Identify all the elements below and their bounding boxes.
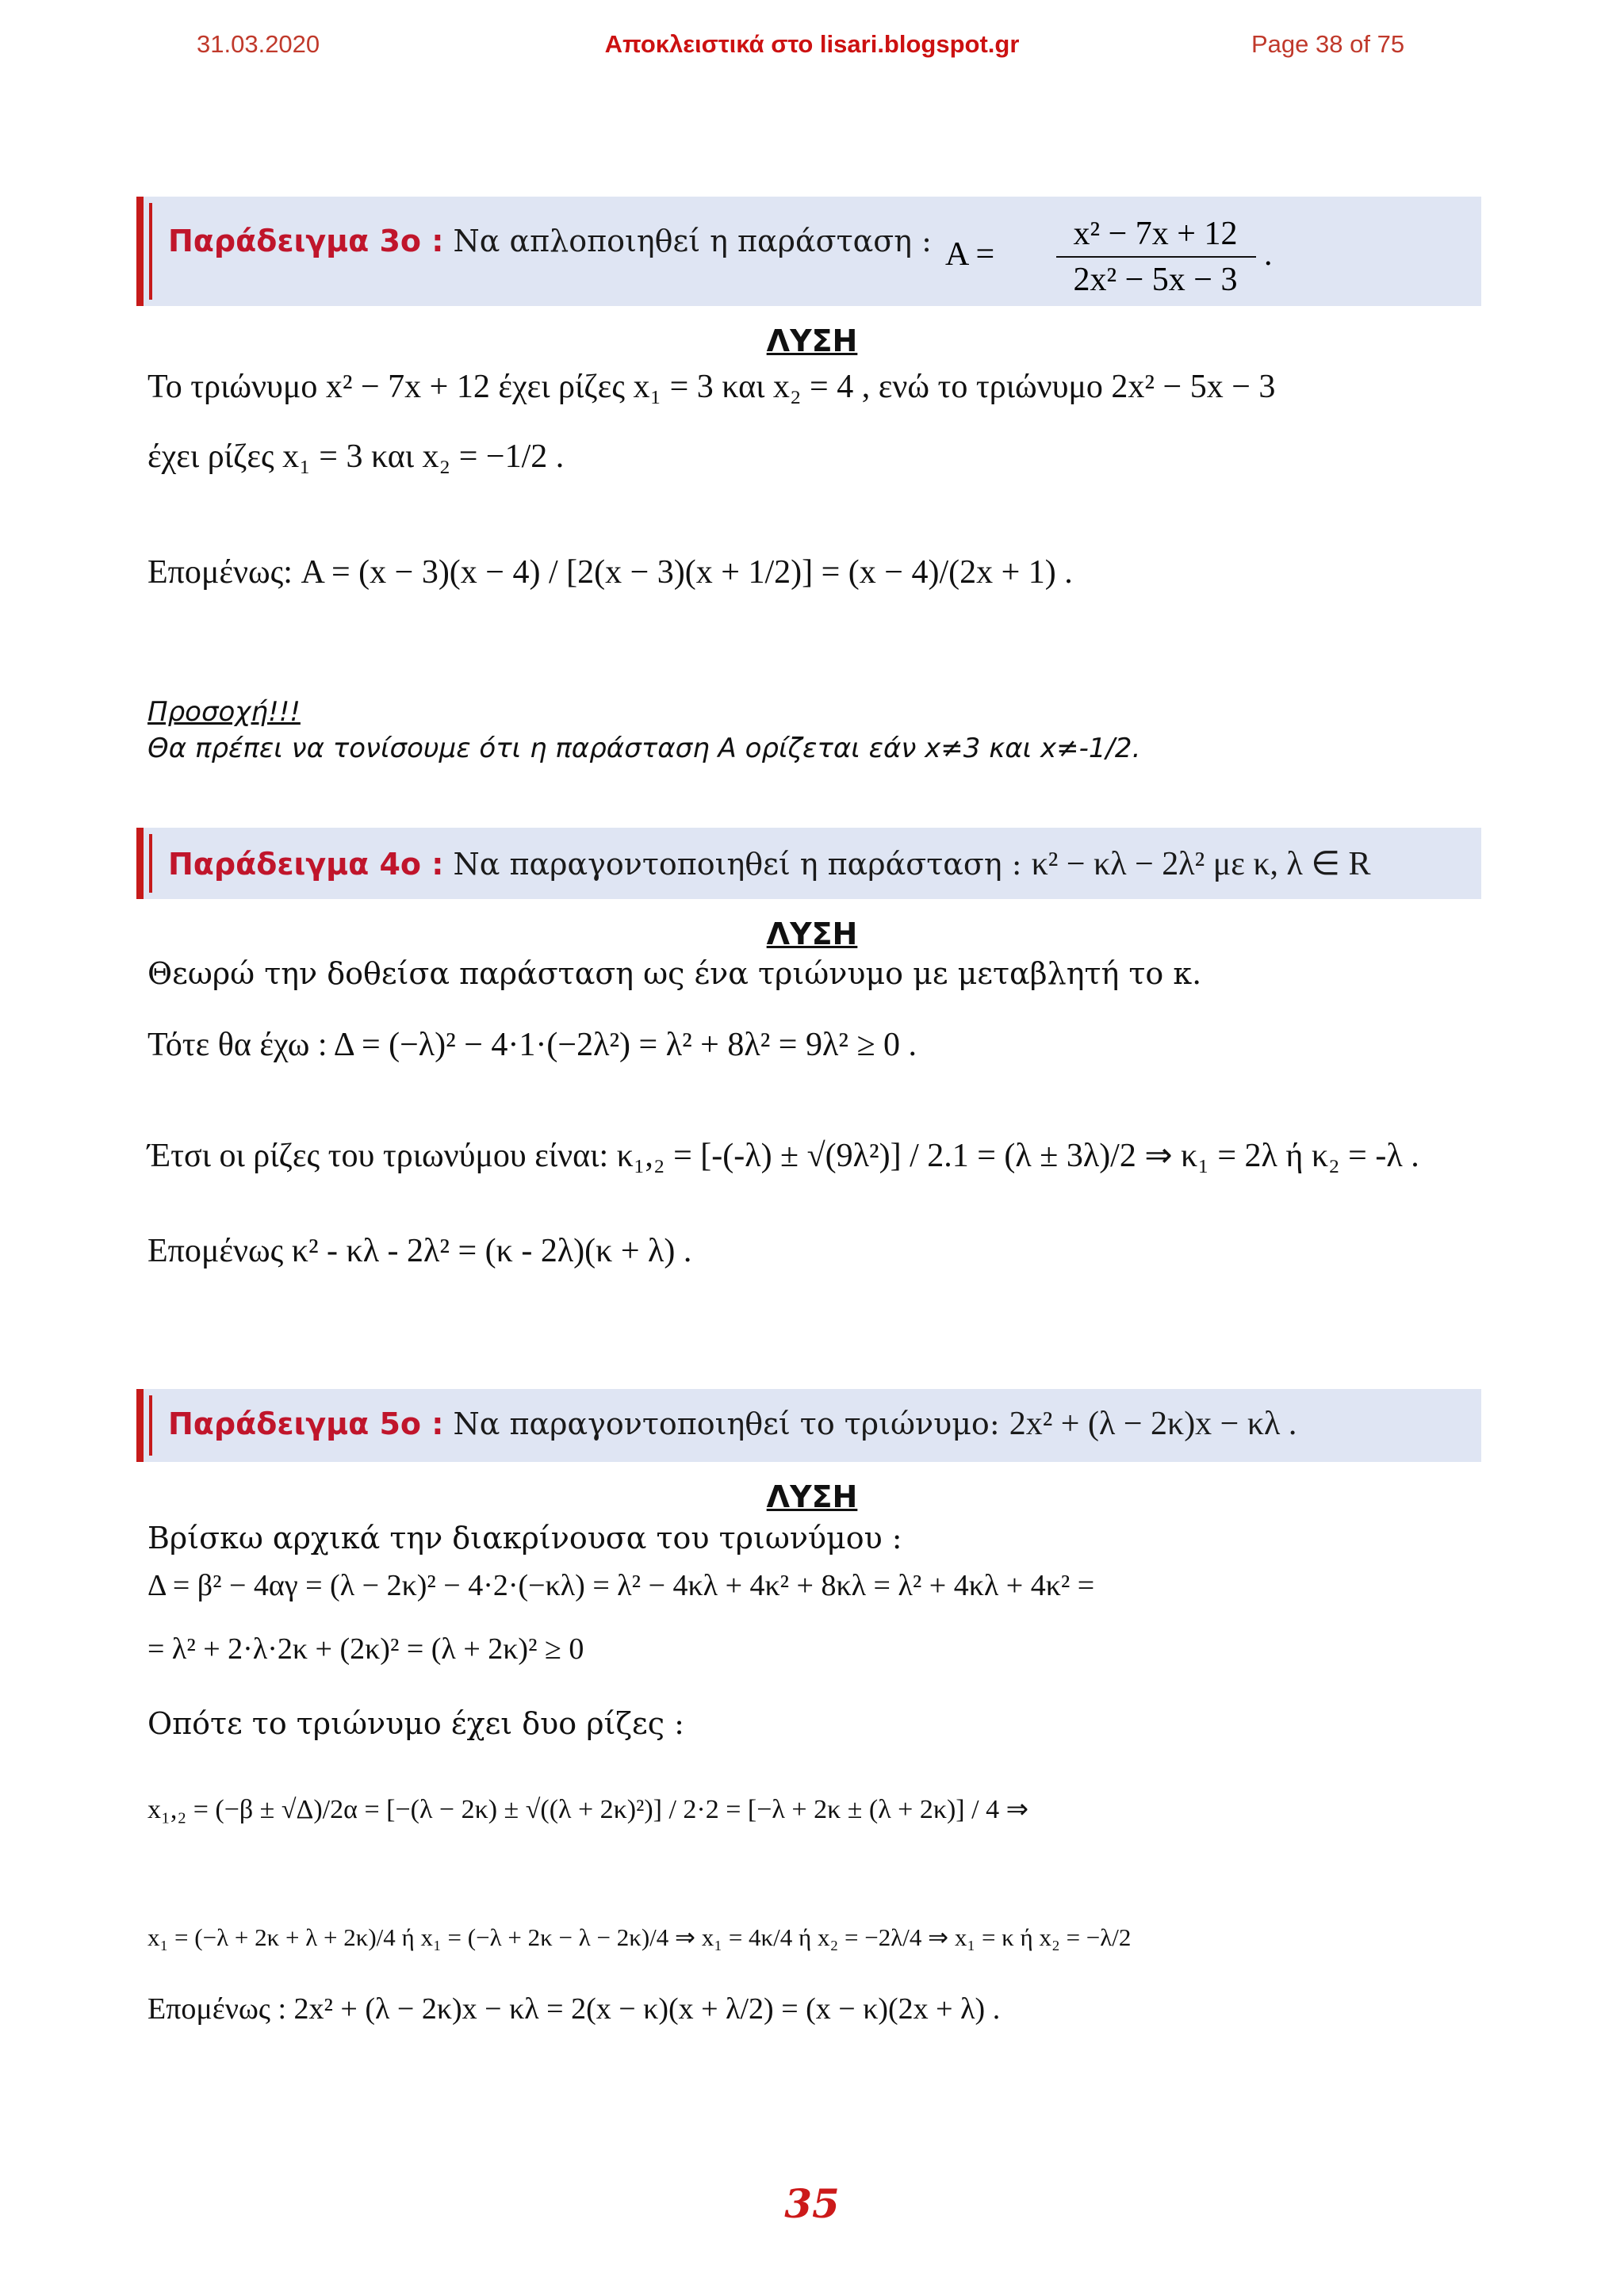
example-3-title: Παράδειγμα 3ο : xyxy=(168,224,444,258)
solution-5-line-7: Επομένως : 2x² + (λ − 2κ)x − κλ = 2(x − κ)(x + λ/2) = (x − κ)(2x + λ) . xyxy=(147,1992,1001,2026)
solution-4-line-2: Τότε θα έχω : Δ = (−λ)² − 4·1·(−2λ²) = λ² + 8λ² = 9λ² ≥ 0 . xyxy=(147,1027,917,1063)
example-3-fraction xyxy=(945,209,1358,297)
example-5-formula: 2x² + (λ − 2κ)x − κλ . xyxy=(1009,1406,1297,1442)
solution-heading: ΛΥΣΗ xyxy=(766,323,858,358)
solution-5-line-5: x₁,₂ = (−β ± √Δ)/2α = [−(λ − 2κ) ± √((λ + 2κ)²)] / 2·2 = [−λ + 2κ ± (λ + 2κ)] / 4 ⇒ xyxy=(147,1795,1029,1824)
header-site[interactable]: Αποκλειστικά στο lisari.blogspot.gr xyxy=(604,30,1020,58)
fraction-prefix: A = xyxy=(945,236,995,273)
solution-heading: ΛΥΣΗ xyxy=(766,1479,858,1514)
example-4-heading xyxy=(168,844,1371,883)
page-number: 35 xyxy=(784,2180,840,2227)
example-3-heading xyxy=(168,224,932,258)
example-3-text: Να απλοποιηθεί η παράσταση : xyxy=(453,224,932,258)
solution-5-line-6: x₁ = (−λ + 2κ + λ + 2κ)/4 ή x₁ = (−λ + 2κ − λ − 2κ)/4 ⇒ x₁ = 4κ/4 ή x₂ = −2λ/4 ⇒ x₁ = κ ή x₂ = −λ/2 xyxy=(147,1923,1132,1951)
example-5-heading xyxy=(168,1405,1297,1443)
example-4-title: Παράδειγμα 4ο : xyxy=(168,847,444,882)
solution-5-line-2: Δ = β² − 4αγ = (λ − 2κ)² − 4·2·(−κλ) = λ² − 4κλ + 4κ² + 8κλ = λ² + 4κλ + 4κ² = xyxy=(147,1569,1095,1602)
note-text: Θα πρέπει να τονίσουμε ότι η παράσταση Α ορίζεται εάν x≠3 και x≠-1/2. xyxy=(147,733,1141,764)
solution-heading: ΛΥΣΗ xyxy=(766,916,858,951)
solution-5-line-3: = λ² + 2·λ·2κ + (2κ)² = (λ + 2κ)² ≥ 0 xyxy=(147,1632,584,1666)
solution-3-line-1: Το τριώνυμο x² − 7x + 12 έχει ρίζες x₁ = 3 και x₂ = 4 , ενώ το τριώνυμο 2x² − 5x − 3 xyxy=(147,369,1276,405)
box-accent-bar xyxy=(149,203,152,300)
solution-5-line-1: Βρίσκω αρχικά την διακρίνουσα του τριωνύμου : xyxy=(147,1521,902,1556)
example-5-title: Παράδειγμα 5ο : xyxy=(168,1406,444,1441)
example-5-box xyxy=(136,1389,1481,1462)
box-accent-bar xyxy=(149,834,152,893)
solution-4-line-3: Έτσι οι ρίζες του τριωνύμου είναι: κ₁,₂ = [-(-λ) ± √(9λ²)] / 2.1 = (λ ± 3λ)/2 ⇒ κ₁ = 2λ ή κ₂ = -λ . xyxy=(147,1138,1419,1174)
box-accent-bar xyxy=(149,1395,152,1456)
solution-4-line-1: Θεωρώ την δοθείσα παράσταση ως ένα τριώνυμο με μεταβλητή το κ. xyxy=(147,956,1202,991)
fraction-numerator: x² − 7x + 12 xyxy=(1073,216,1238,252)
note-title: Προσοχή!!! xyxy=(147,696,301,728)
box-accent-bar xyxy=(136,828,144,899)
example-4-box xyxy=(136,828,1481,899)
box-accent-bar xyxy=(136,1389,144,1462)
solution-5-line-4: Οπότε το τριώνυμο έχει δυο ρίζες : xyxy=(147,1706,684,1741)
header-date: 31.03.2020 xyxy=(197,30,320,58)
fraction-denominator: 2x² − 5x − 3 xyxy=(1073,262,1238,297)
example-5-text: Να παραγοντοποιηθεί το τριώνυμο: xyxy=(453,1406,1000,1441)
header-page: Page 38 of 75 xyxy=(1251,30,1405,58)
solution-3-line-2: έχει ρίζες x₁ = 3 και x₂ = −1/2 . xyxy=(147,438,565,475)
example-3-box xyxy=(136,197,1481,306)
solution-4-line-4: Επομένως κ² - κλ - 2λ² = (κ - 2λ)(κ + λ) . xyxy=(147,1233,692,1269)
example-4-formula: κ² − κλ − 2λ² με κ, λ ∈ R xyxy=(1031,846,1371,882)
example-3-formula xyxy=(945,209,1358,300)
example-4-text: Να παραγοντοποιηθεί η παράσταση : xyxy=(453,847,1022,882)
solution-3-line-3: Επομένως: A = (x − 3)(x − 4) / [2(x − 3)(x + 1/2)] = (x − 4)/(2x + 1) . xyxy=(147,554,1073,591)
box-accent-bar xyxy=(136,197,144,306)
period: . xyxy=(1264,236,1273,273)
